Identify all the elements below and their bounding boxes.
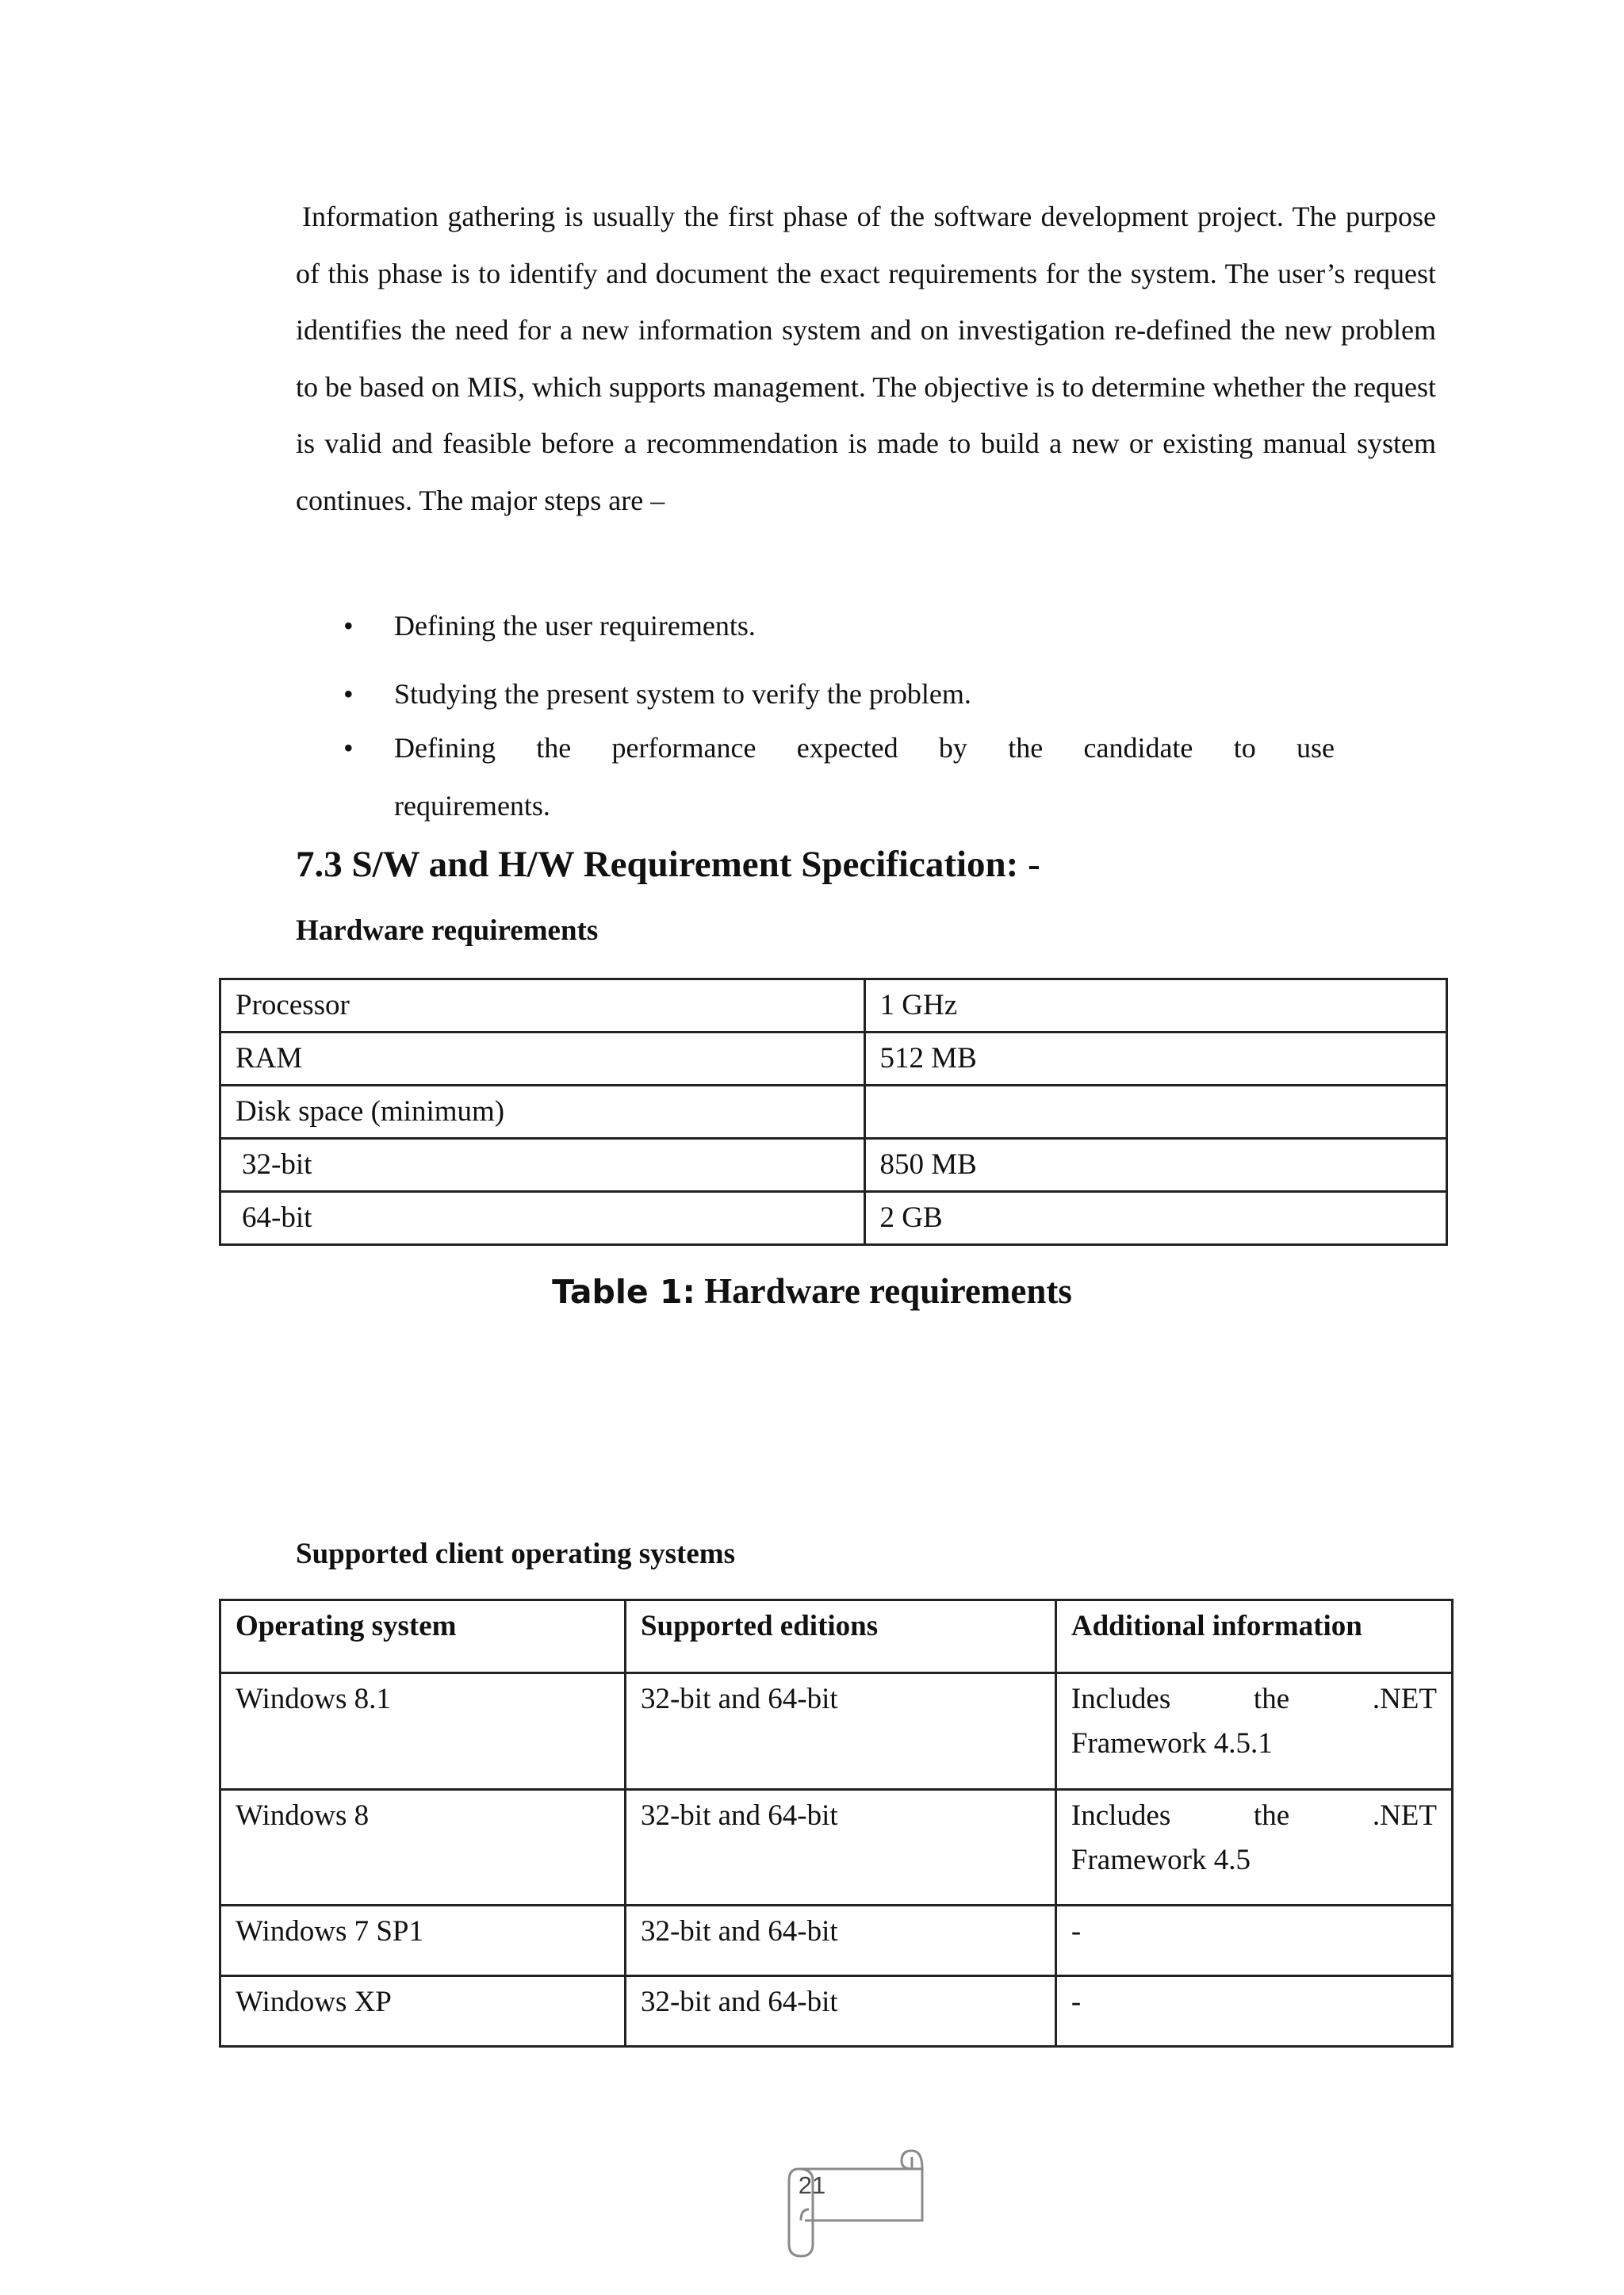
table-row	[220, 1906, 1453, 1976]
info-line: Framework 4.5	[1071, 1844, 1251, 1876]
list-item	[296, 721, 1335, 775]
table-cell: Windows XP	[220, 1976, 626, 2047]
info-line: -	[1071, 1915, 1082, 1948]
table-cell: 32-bit	[220, 1139, 865, 1192]
page-number: 21	[798, 2171, 826, 2199]
table-row	[220, 1790, 1453, 1906]
list-item-text: Defining the user requirements.	[394, 610, 756, 642]
table-row	[220, 1033, 1447, 1086]
table-cell: Disk space (minimum)	[220, 1086, 865, 1139]
hardware-requirements-table	[219, 978, 1448, 1246]
table-row	[220, 1976, 1453, 2047]
list-item-continuation: requirements.	[394, 790, 550, 822]
table-cell: 32-bit and 64-bit	[625, 1976, 1055, 2047]
table-row	[220, 1139, 1447, 1192]
table-caption	[0, 1267, 1624, 1316]
caption-text: Hardware requirements	[704, 1271, 1072, 1311]
table-cell: Windows 8	[220, 1790, 626, 1906]
table-row	[220, 1673, 1453, 1790]
info-line: Framework 4.5.1	[1071, 1727, 1273, 1760]
info-line: Includes the .NET	[1071, 1683, 1437, 1715]
info-line: Includes the .NET	[1071, 1799, 1437, 1832]
section-heading: 7.3 S/W and H/W Requirement Specification: -	[296, 844, 1040, 885]
table-cell: Processor	[220, 979, 865, 1033]
table-header-row	[220, 1600, 1453, 1673]
table-row	[220, 1192, 1447, 1245]
table-cell: 850 MB	[864, 1139, 1446, 1192]
list-item	[296, 667, 1335, 721]
list-item-text: Studying the present system to verify the problem.	[394, 678, 971, 710]
requirements-steps-list	[296, 599, 1335, 778]
table-cell: 1 GHz	[864, 979, 1446, 1033]
table-cell: 2 GB	[864, 1192, 1446, 1245]
hardware-requirements-label: Hardware requirements	[296, 914, 599, 947]
table-cell	[1055, 1673, 1452, 1790]
intro-paragraph: Information gathering is usually the first phase of the software development project. The purpose of this phase is to identify and document the exact requirements for the system. The user’s request identifies the need for a new information system and on investigation re-defined the new problem to be based on MIS, which supports management. The objective is to determine whether the request is valid and feasible before a recommendation is made to build a new or existing manual system continues. The major steps are –	[296, 201, 1436, 516]
table-cell	[864, 1086, 1446, 1139]
column-header: Supported editions	[625, 1600, 1055, 1673]
supported-os-table	[219, 1599, 1454, 2048]
table-cell	[1055, 1790, 1452, 1906]
column-header: Additional information	[1055, 1600, 1452, 1673]
table-row	[220, 1086, 1447, 1139]
table-cell: Windows 8.1	[220, 1673, 626, 1790]
supported-os-label: Supported client operating systems	[296, 1538, 735, 1570]
table-cell: 32-bit and 64-bit	[625, 1673, 1055, 1790]
table-cell	[1055, 1976, 1452, 2047]
table-cell: 32-bit and 64-bit	[625, 1790, 1055, 1906]
table-cell: Windows 7 SP1	[220, 1906, 626, 1976]
caption-label: Table 1:	[552, 1273, 695, 1311]
table-cell: 512 MB	[864, 1033, 1446, 1086]
info-line: -	[1071, 1986, 1082, 2018]
table-cell: RAM	[220, 1033, 865, 1086]
list-item-text: Defining the performance expected by the candidate to use	[394, 732, 1335, 764]
table-cell: 64-bit	[220, 1192, 865, 1245]
table-cell: 32-bit and 64-bit	[625, 1906, 1055, 1976]
table-cell	[1055, 1906, 1452, 1976]
list-item	[296, 599, 1335, 653]
table-row	[220, 979, 1447, 1033]
column-header: Operating system	[220, 1600, 626, 1673]
